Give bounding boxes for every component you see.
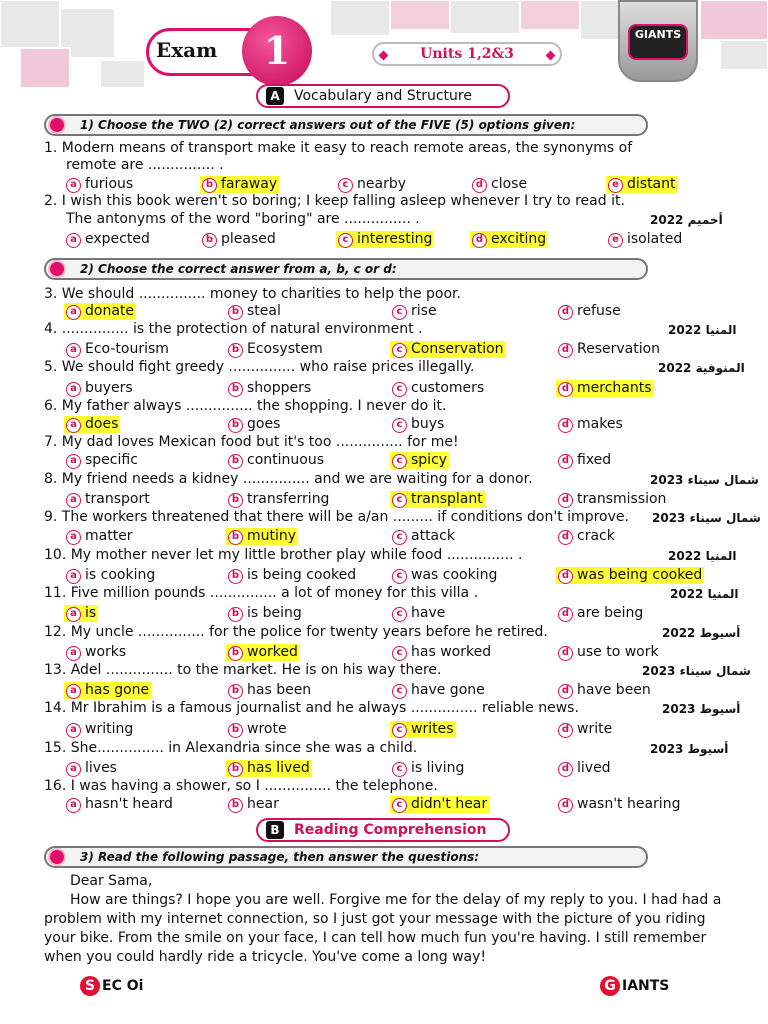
option-letter-icon: d bbox=[558, 723, 573, 738]
option-letter-icon: b bbox=[228, 493, 243, 508]
footer-left-text: EC Oi bbox=[102, 978, 144, 994]
option-letter-icon: c bbox=[338, 233, 353, 248]
option-text: writes bbox=[411, 721, 454, 737]
option-letter-icon: a bbox=[66, 607, 81, 622]
answer-option[interactable] bbox=[64, 380, 135, 397]
answer-option[interactable] bbox=[64, 796, 175, 813]
option-letter-icon: a bbox=[66, 569, 81, 584]
bullet-icon bbox=[50, 850, 64, 864]
section-header-a bbox=[256, 84, 510, 108]
option-text: wrote bbox=[247, 721, 287, 737]
option-text: lived bbox=[577, 760, 611, 776]
option-text: transmission bbox=[577, 491, 667, 507]
option-text: is being bbox=[247, 605, 302, 621]
option-text: has been bbox=[247, 682, 312, 698]
option-letter-icon: d bbox=[472, 233, 487, 248]
question-line: The antonyms of the word "boring" are ............... . bbox=[66, 211, 420, 227]
option-letter-icon: d bbox=[558, 493, 573, 508]
option-letter-icon: b bbox=[228, 723, 243, 738]
option-letter-icon: c bbox=[392, 646, 407, 661]
answer-option[interactable] bbox=[390, 644, 493, 661]
option-text: Ecosystem bbox=[247, 341, 323, 357]
option-text: works bbox=[85, 644, 127, 660]
option-text: continuous bbox=[247, 452, 324, 468]
option-text: steal bbox=[247, 303, 281, 319]
question-line: 4. ............... is the protection of natural environment . bbox=[44, 321, 423, 337]
instruction-header-3 bbox=[44, 846, 648, 868]
answer-option[interactable] bbox=[470, 176, 529, 193]
option-text: merchants bbox=[577, 380, 652, 396]
option-text: mutiny bbox=[247, 528, 297, 544]
option-letter-icon: b bbox=[202, 233, 217, 248]
option-text: was cooking bbox=[411, 567, 498, 583]
answer-option[interactable] bbox=[470, 231, 548, 248]
source-note: 2022 المنوفية bbox=[658, 361, 745, 375]
option-letter-icon: d bbox=[558, 646, 573, 661]
option-text: have bbox=[411, 605, 446, 621]
passage-body: How are things? I hope you are well. Forgive me for the delay of my reply to you. I had had a problem with my internet connection, so I just got your message with the picture of you riding your bike. From the smile on your face, I can tell how much fun you're having. I still remember when you could hardly ride a tricycle. You've come a long way! bbox=[44, 892, 722, 965]
answer-option[interactable] bbox=[200, 176, 279, 193]
option-letter-icon: a bbox=[66, 762, 81, 777]
answer-option[interactable] bbox=[226, 528, 298, 545]
option-text: pleased bbox=[221, 231, 276, 247]
section-title: Reading Comprehension bbox=[294, 822, 487, 838]
answer-option[interactable] bbox=[390, 452, 449, 469]
option-text: didn't hear bbox=[411, 796, 488, 812]
answer-option[interactable] bbox=[606, 176, 678, 193]
answer-option[interactable] bbox=[390, 721, 456, 738]
answer-option[interactable] bbox=[390, 416, 446, 433]
option-text: crack bbox=[577, 528, 615, 544]
question-line: 11. Five million pounds ............... a lot of money for this villa . bbox=[44, 585, 479, 601]
instruction-text: 3) Read the following passage, then answer the questions: bbox=[80, 850, 480, 864]
question-line: 10. My mother never let my little brother play while food ............... . bbox=[44, 547, 523, 563]
answer-option[interactable] bbox=[556, 380, 654, 397]
answer-option[interactable] bbox=[336, 176, 408, 193]
option-letter-icon: b bbox=[228, 762, 243, 777]
answer-option[interactable] bbox=[556, 303, 623, 320]
answer-option[interactable] bbox=[226, 491, 331, 508]
option-letter-icon: d bbox=[558, 343, 573, 358]
option-letter-icon: d bbox=[558, 607, 573, 622]
option-letter-icon: d bbox=[558, 798, 573, 813]
option-letter-icon: d bbox=[558, 382, 573, 397]
answer-option[interactable] bbox=[64, 176, 135, 193]
answer-option[interactable] bbox=[64, 452, 140, 469]
section-letter: A bbox=[266, 87, 284, 105]
answer-option[interactable] bbox=[606, 231, 684, 248]
question-line: 6. My father always ............... the shopping. I never do it. bbox=[44, 398, 447, 414]
answer-option[interactable] bbox=[390, 341, 506, 358]
option-letter-icon: c bbox=[392, 530, 407, 545]
option-text: close bbox=[491, 176, 528, 192]
option-letter-icon: c bbox=[392, 418, 407, 433]
answer-option[interactable] bbox=[556, 567, 704, 584]
option-letter-icon: a bbox=[66, 646, 81, 661]
option-text: spicy bbox=[411, 452, 448, 468]
source-note: 2023 شمال سيناء bbox=[642, 664, 751, 678]
footer-right-initial: G bbox=[600, 976, 620, 996]
option-text: goes bbox=[247, 416, 281, 432]
exam-number: 1 bbox=[242, 16, 312, 86]
answer-option[interactable] bbox=[226, 605, 304, 622]
option-letter-icon: d bbox=[472, 178, 487, 193]
option-letter-icon: c bbox=[392, 382, 407, 397]
answer-option[interactable] bbox=[226, 760, 312, 777]
option-text: exciting bbox=[491, 231, 547, 247]
question-line: 3. We should ............... money to charities to help the poor. bbox=[44, 286, 461, 302]
question-line: 15. She............... in Alexandria since she was a child. bbox=[44, 740, 418, 756]
question-line: 12. My uncle ............... for the police for twenty years before he retired. bbox=[44, 624, 548, 640]
option-letter-icon: a bbox=[66, 178, 81, 193]
question-line: 8. My friend needs a kidney ............... and we are waiting for a donor. bbox=[44, 471, 533, 487]
answer-option[interactable] bbox=[556, 341, 662, 358]
answer-option[interactable] bbox=[556, 682, 653, 699]
option-letter-icon: a bbox=[66, 493, 81, 508]
question-line: remote are ............... . bbox=[66, 157, 224, 173]
option-text: expected bbox=[85, 231, 150, 247]
answer-option[interactable] bbox=[390, 303, 439, 320]
option-text: transferring bbox=[247, 491, 330, 507]
reading-passage bbox=[44, 872, 724, 967]
option-text: lives bbox=[85, 760, 117, 776]
footer-right bbox=[600, 976, 669, 996]
question-line: 14. Mr Ibrahim is a famous journalist and he always ............... reliable news. bbox=[44, 700, 579, 716]
option-text: Reservation bbox=[577, 341, 661, 357]
answer-option[interactable] bbox=[390, 682, 487, 699]
footer-right-text: IANTS bbox=[622, 978, 670, 994]
option-text: hear bbox=[247, 796, 279, 812]
option-letter-icon: a bbox=[66, 723, 81, 738]
option-text: Conservation bbox=[411, 341, 504, 357]
answer-option[interactable] bbox=[556, 644, 661, 661]
answer-option[interactable] bbox=[226, 721, 289, 738]
option-text: furious bbox=[85, 176, 134, 192]
option-text: makes bbox=[577, 416, 623, 432]
answer-option[interactable] bbox=[226, 303, 283, 320]
option-text: wasn't hearing bbox=[577, 796, 681, 812]
question-line: 1. Modern means of transport make it easy to reach remote areas, the synonyms of bbox=[44, 140, 633, 156]
source-note: 2023 أسيوط bbox=[662, 702, 741, 716]
section-letter: B bbox=[266, 821, 284, 839]
answer-option[interactable] bbox=[556, 605, 645, 622]
question-line: 16. I was having a shower, so I ............... the telephone. bbox=[44, 778, 438, 794]
section-title: Vocabulary and Structure bbox=[294, 88, 472, 104]
question-line: 9. The workers threatened that there will be a/an ......... if conditions don't improve. bbox=[44, 509, 629, 525]
answer-option[interactable] bbox=[64, 491, 152, 508]
option-text: transplant bbox=[411, 491, 483, 507]
question-line: 7. My dad loves Mexican food but it's too ............... for me! bbox=[44, 434, 459, 450]
option-text: hasn't heard bbox=[85, 796, 173, 812]
passage-greeting: Dear Sama, bbox=[70, 873, 153, 889]
option-text: was being cooked bbox=[577, 567, 703, 583]
option-letter-icon: b bbox=[228, 454, 243, 469]
answer-option[interactable] bbox=[226, 567, 358, 584]
answer-option[interactable] bbox=[556, 416, 625, 433]
instruction-text: 1) Choose the TWO (2) correct answers out of the FIVE (5) options given: bbox=[80, 118, 576, 132]
option-text: transport bbox=[85, 491, 150, 507]
footer-left-initial: S bbox=[80, 976, 100, 996]
option-letter-icon: c bbox=[392, 798, 407, 813]
option-text: is bbox=[85, 605, 97, 621]
option-text: is cooking bbox=[85, 567, 156, 583]
option-text: shoppers bbox=[247, 380, 312, 396]
answer-option[interactable] bbox=[390, 760, 466, 777]
answer-option[interactable] bbox=[226, 341, 325, 358]
option-letter-icon: c bbox=[392, 684, 407, 699]
option-letter-icon: e bbox=[608, 178, 623, 193]
exam-label: Exam bbox=[156, 38, 218, 62]
answer-option[interactable] bbox=[556, 796, 682, 813]
option-text: matter bbox=[85, 528, 133, 544]
option-text: does bbox=[85, 416, 119, 432]
option-letter-icon: d bbox=[558, 305, 573, 320]
option-text: are being bbox=[577, 605, 644, 621]
source-note: 2023 أسيوط bbox=[650, 742, 729, 756]
option-text: isolated bbox=[627, 231, 683, 247]
answer-option[interactable] bbox=[64, 682, 151, 699]
answer-option[interactable] bbox=[556, 452, 613, 469]
option-text: is living bbox=[411, 760, 465, 776]
instruction-header-1 bbox=[44, 114, 648, 136]
option-letter-icon: a bbox=[66, 684, 81, 699]
option-letter-icon: a bbox=[66, 418, 81, 433]
bullet-icon bbox=[50, 262, 64, 276]
option-text: fixed bbox=[577, 452, 612, 468]
option-text: Eco-tourism bbox=[85, 341, 169, 357]
option-letter-icon: c bbox=[392, 305, 407, 320]
answer-option[interactable] bbox=[64, 760, 119, 777]
option-text: customers bbox=[411, 380, 485, 396]
option-letter-icon: c bbox=[392, 607, 407, 622]
answer-option[interactable] bbox=[390, 567, 499, 584]
option-letter-icon: b bbox=[228, 684, 243, 699]
option-letter-icon: c bbox=[392, 343, 407, 358]
option-letter-icon: c bbox=[338, 178, 353, 193]
option-text: donate bbox=[85, 303, 135, 319]
units-label: Units 1,2&3 bbox=[372, 42, 562, 66]
answer-option[interactable] bbox=[226, 380, 313, 397]
answer-option[interactable] bbox=[226, 416, 282, 433]
question-line: 13. Adel ............... to the market. He is on his way there. bbox=[44, 662, 442, 678]
answer-option[interactable] bbox=[556, 760, 613, 777]
option-letter-icon: a bbox=[66, 343, 81, 358]
option-letter-icon: a bbox=[66, 305, 81, 320]
instruction-header-2 bbox=[44, 258, 648, 280]
answer-option[interactable] bbox=[556, 721, 614, 738]
instruction-text: 2) Choose the correct answer from a, b, c or d: bbox=[80, 262, 397, 276]
bullet-icon bbox=[50, 118, 64, 132]
option-letter-icon: d bbox=[558, 569, 573, 584]
answer-option[interactable] bbox=[226, 644, 300, 661]
answer-option[interactable] bbox=[64, 567, 157, 584]
source-note: 2023 شمال سيناء bbox=[652, 511, 761, 525]
option-letter-icon: b bbox=[228, 646, 243, 661]
option-letter-icon: b bbox=[228, 343, 243, 358]
option-letter-icon: d bbox=[558, 684, 573, 699]
footer-left bbox=[80, 976, 143, 996]
option-letter-icon: b bbox=[228, 798, 243, 813]
answer-option[interactable] bbox=[336, 231, 434, 248]
option-text: buys bbox=[411, 416, 445, 432]
option-text: write bbox=[577, 721, 613, 737]
source-note: 2022 المنيا bbox=[668, 549, 737, 563]
answer-option[interactable] bbox=[226, 682, 313, 699]
exam-number-badge bbox=[146, 24, 316, 80]
option-letter-icon: a bbox=[66, 798, 81, 813]
option-text: specific bbox=[85, 452, 138, 468]
answer-option[interactable] bbox=[390, 796, 489, 813]
option-text: writing bbox=[85, 721, 134, 737]
source-note: 2022 المنيا bbox=[670, 587, 739, 601]
answer-option[interactable] bbox=[64, 231, 152, 248]
answer-option[interactable] bbox=[390, 528, 457, 545]
option-text: use to work bbox=[577, 644, 659, 660]
option-text: buyers bbox=[85, 380, 133, 396]
answer-option[interactable] bbox=[200, 231, 278, 248]
option-letter-icon: b bbox=[202, 178, 217, 193]
question-line: 5. We should fight greedy ............... who raise prices illegally. bbox=[44, 359, 475, 375]
option-letter-icon: c bbox=[392, 762, 407, 777]
answer-option[interactable] bbox=[556, 491, 668, 508]
option-text: have been bbox=[577, 682, 651, 698]
option-text: nearby bbox=[357, 176, 406, 192]
option-text: worked bbox=[247, 644, 298, 660]
source-note: 2022 المنيا bbox=[668, 323, 737, 337]
logo-text: GIANTS bbox=[628, 24, 688, 60]
option-text: interesting bbox=[357, 231, 433, 247]
answer-option[interactable] bbox=[64, 341, 171, 358]
section-header-b bbox=[256, 818, 510, 842]
option-letter-icon: b bbox=[228, 418, 243, 433]
option-letter-icon: b bbox=[228, 607, 243, 622]
option-letter-icon: a bbox=[66, 382, 81, 397]
answer-option[interactable] bbox=[390, 605, 447, 622]
option-letter-icon: e bbox=[608, 233, 623, 248]
answer-option[interactable] bbox=[64, 528, 135, 545]
option-letter-icon: a bbox=[66, 454, 81, 469]
answer-option[interactable] bbox=[64, 303, 136, 320]
option-letter-icon: b bbox=[228, 382, 243, 397]
answer-option[interactable] bbox=[390, 380, 486, 397]
answer-option[interactable] bbox=[64, 605, 98, 622]
option-letter-icon: c bbox=[392, 454, 407, 469]
option-text: distant bbox=[627, 176, 676, 192]
answer-option[interactable] bbox=[226, 452, 326, 469]
source-note: 2023 شمال سيناء bbox=[650, 473, 759, 487]
option-letter-icon: d bbox=[558, 418, 573, 433]
option-letter-icon: b bbox=[228, 530, 243, 545]
answer-option[interactable] bbox=[64, 721, 135, 738]
option-letter-icon: c bbox=[392, 493, 407, 508]
option-text: is being cooked bbox=[247, 567, 357, 583]
source-note: 2022 أسيوط bbox=[662, 626, 741, 640]
option-letter-icon: d bbox=[558, 530, 573, 545]
option-text: faraway bbox=[221, 176, 278, 192]
option-letter-icon: a bbox=[66, 233, 81, 248]
option-letter-icon: b bbox=[228, 305, 243, 320]
option-text: attack bbox=[411, 528, 455, 544]
option-text: rise bbox=[411, 303, 437, 319]
answer-option[interactable] bbox=[556, 528, 617, 545]
answer-option[interactable] bbox=[390, 491, 485, 508]
answer-option[interactable] bbox=[226, 796, 281, 813]
option-text: has worked bbox=[411, 644, 492, 660]
option-letter-icon: c bbox=[392, 723, 407, 738]
option-letter-icon: b bbox=[228, 569, 243, 584]
answer-option[interactable] bbox=[64, 644, 128, 661]
option-letter-icon: a bbox=[66, 530, 81, 545]
source-note: 2022 أخميم bbox=[650, 213, 723, 227]
option-text: refuse bbox=[577, 303, 621, 319]
option-text: has gone bbox=[85, 682, 150, 698]
option-text: have gone bbox=[411, 682, 485, 698]
option-letter-icon: d bbox=[558, 454, 573, 469]
answer-option[interactable] bbox=[64, 416, 120, 433]
giants-logo bbox=[618, 0, 698, 82]
option-text: has lived bbox=[247, 760, 310, 776]
option-letter-icon: d bbox=[558, 762, 573, 777]
question-line: 2. I wish this book weren't so boring; I keep falling asleep whenever I try to read it. bbox=[44, 193, 625, 209]
option-letter-icon: c bbox=[392, 569, 407, 584]
